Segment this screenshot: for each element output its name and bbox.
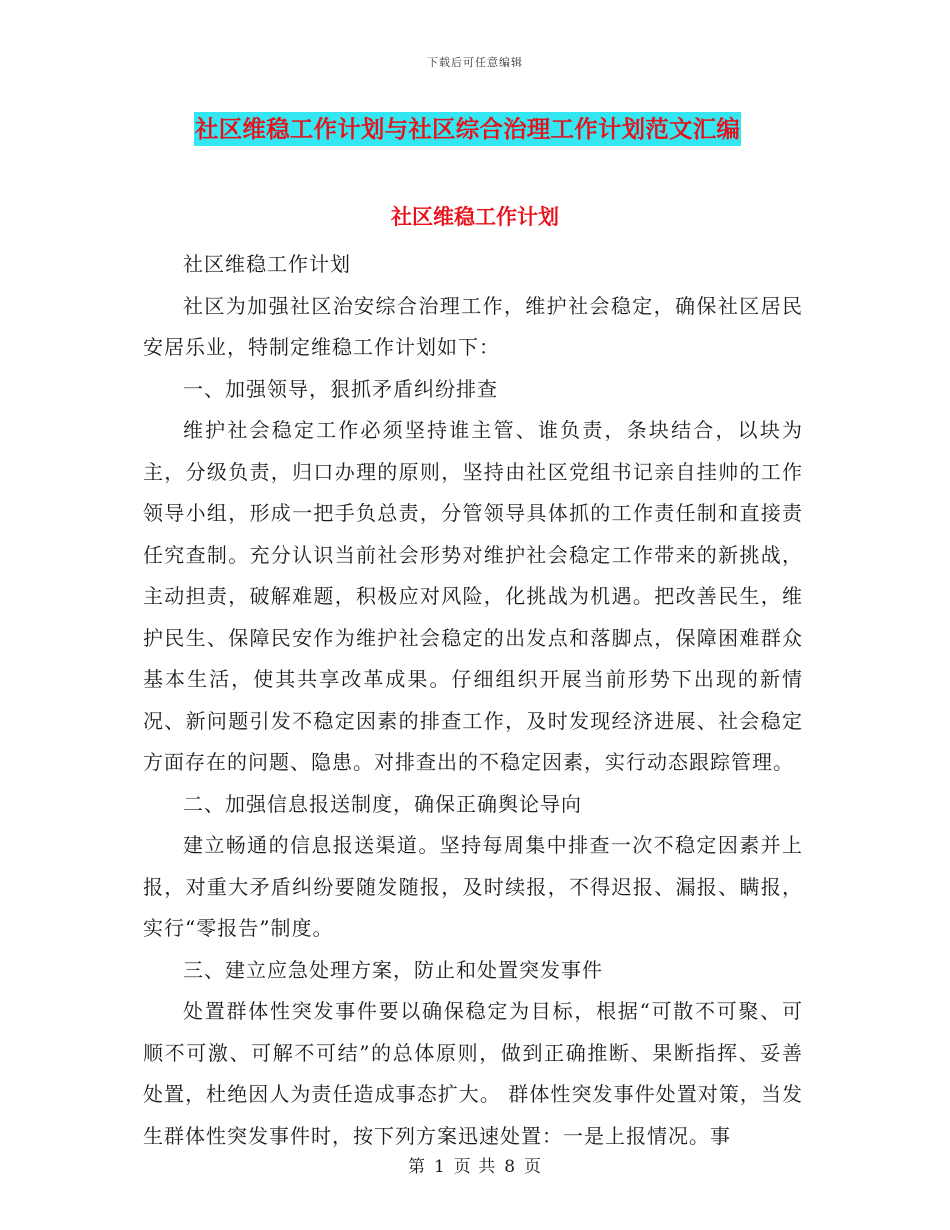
page-suffix: 页	[524, 1157, 543, 1177]
page-prefix: 第	[407, 1157, 426, 1177]
header-note: 下载后可任意编辑	[427, 56, 523, 69]
page-footer	[0, 1152, 950, 1177]
paragraph: 社区维稳工作计划	[183, 252, 351, 276]
page-total: 8	[504, 1157, 517, 1177]
paragraph-heading: 二、加强信息报送制度，确保正确舆论导向	[183, 791, 582, 816]
paragraph: 社区为加强社区治安综合治理工作，维护社会稳定，确保社区居民安居乐业，特制定维稳工作计划如下：	[143, 293, 803, 359]
section-title: 社区维稳工作计划	[391, 204, 559, 229]
paragraph: 处置群体性突发事件要以确保稳定为目标，根据“可散不可聚、可顺不可激、可解不可结”的总体原则，做到正确推断、果断指挥、妥善处置，杜绝因人为责任造成事态扩大。 群体性突发事件处置对策，当发生群体性突发事件时，按下列方案迅速处置：一是上报情况。事	[143, 999, 803, 1148]
page-number: 1	[433, 1157, 446, 1177]
main-title-container	[194, 112, 804, 146]
document-title: 社区维稳工作计划与社区综合治理工作计划范文汇编	[194, 112, 741, 146]
paragraph: 维护社会稳定工作必须坚持谁主管、谁负责，条块结合，以块为主，分级负责，归口办理的原则，坚持由社区党组书记亲自挂帅的工作领导小组，形成一把手负总责，分管领导具体抓的工作责任制和直接责任究查制。充分认识当前社会形势对维护社会稳定工作带来的新挑战，主动担责，破解难题，积极应对风险，化挑战为机遇。把改善民生，维护民生、保障民安作为维护社会稳定的出发点和落脚点，保障困难群众基本生活，使其共享改革成果。仔细组织开展当前形势下出现的新情况、新问题引发不稳定因素的排查工作，及时发现经济进展、社会稳定方面存在的问题、隐患。对排查出的不稳定因素，实行动态跟踪管理。	[143, 418, 803, 774]
paragraph-heading: 三、建立应急处理方案，防止和处置突发事件	[183, 957, 603, 982]
document-body	[143, 244, 803, 1157]
paragraph: 建立畅通的信息报送渠道。坚持每周集中排查一次不稳定因素并上报，对重大矛盾纠纷要随发随报，及时续报，不得迟报、漏报、瞒报，实行“零报告”制度。	[143, 833, 803, 940]
page-mid: 页 共	[453, 1157, 497, 1177]
paragraph-heading: 一、加强领导，狠抓矛盾纠纷排查	[183, 376, 498, 401]
